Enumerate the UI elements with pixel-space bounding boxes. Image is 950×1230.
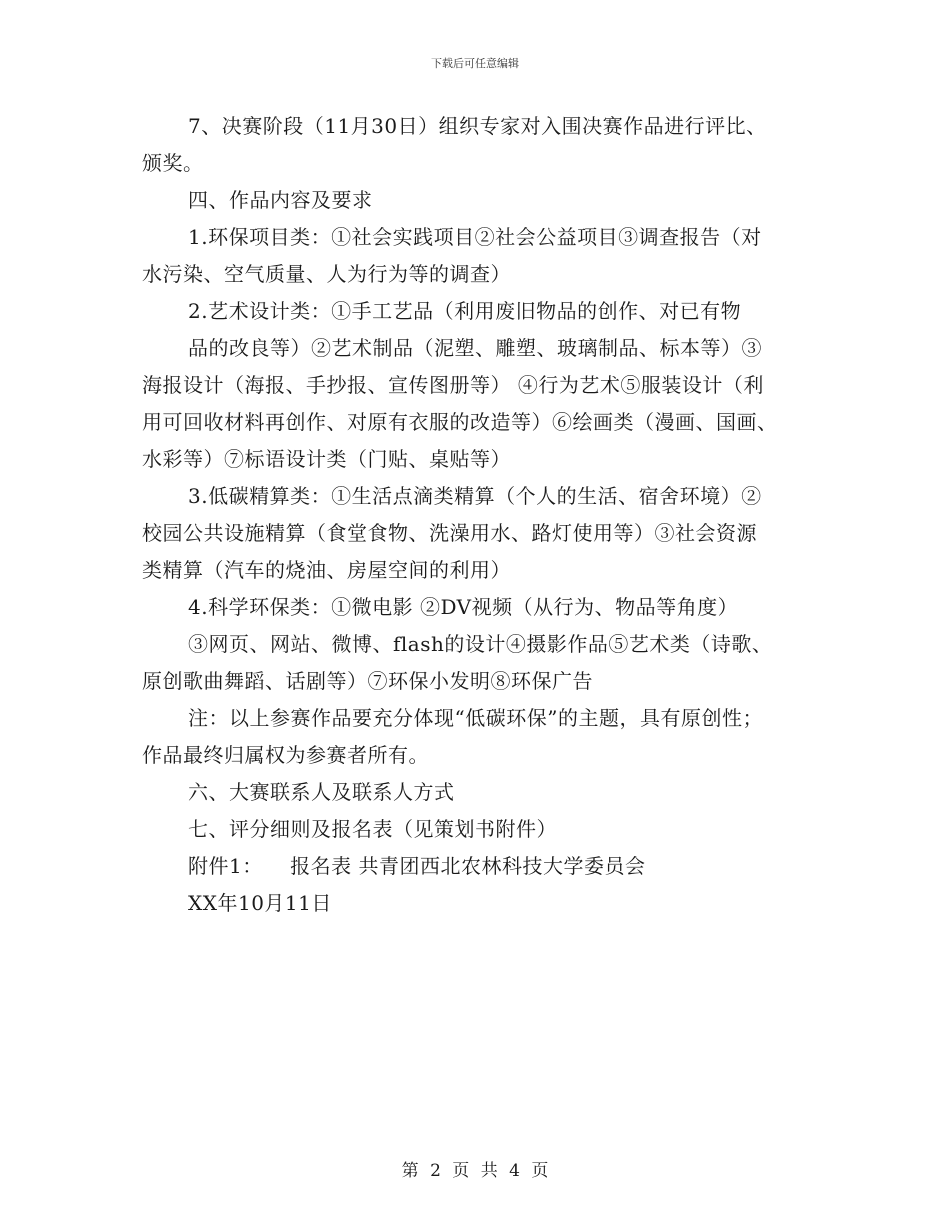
text-line: 类精算（汽车的烧油、房屋空间的利用）: [142, 558, 511, 582]
section-heading: 七、评分细则及报名表（见策划书附件）: [188, 817, 557, 841]
text-line: 原创歌曲舞蹈、话剧等）⑦环保小发明⑧环保广告: [142, 669, 593, 693]
header-note: 下载后可任意编辑: [431, 57, 519, 70]
text-line: 校园公共设施精算（食堂食物、洗澡用水、路灯使用等）③社会资源: [142, 521, 757, 545]
text-line: 2.艺术设计类：①手工艺品（利用废旧物品的创作、对已有物: [188, 299, 742, 323]
text-line: ③网页、网站、微博、flash的设计④摄影作品⑤艺术类（诗歌、: [188, 632, 773, 656]
note-line: 作品最终归属权为参赛者所有。: [142, 743, 429, 767]
text-line: 1.环保项目类：①社会实践项目②社会公益项目③调查报告（对: [188, 225, 762, 249]
text-line: 品的改良等）②艺术制品（泥塑、雕塑、玻璃制品、标本等）③: [188, 336, 762, 360]
text-line: 用可回收材料再创作、对原有衣服的改造等）⑥绘画类（漫画、国画、: [142, 410, 778, 434]
text-line: 颁奖。: [142, 151, 204, 175]
text-line: 海报设计（海报、手抄报、宣传图册等） ④行为艺术⑤服装设计（利: [142, 373, 764, 397]
date-line: XX年10月11日: [188, 891, 332, 915]
text-line: 3.低碳精算类：①生活点滴类精算（个人的生活、宿舍环境）②: [188, 484, 762, 508]
text-line: 水污染、空气质量、人为行为等的调查）: [142, 262, 511, 286]
page-number: 第 2 页 共 4 页: [401, 1161, 549, 1181]
attachment-line: 附件1： 报名表 共青团西北农林科技大学委员会: [188, 854, 646, 878]
note-line: 注：以上参赛作品要充分体现“低碳环保”的主题，具有原创性；: [188, 706, 763, 730]
text-line: 7、决赛阶段（11月30日）组织专家对入围决赛作品进行评比、: [188, 114, 767, 138]
section-heading: 四、作品内容及要求: [188, 188, 373, 212]
text-line: 4.科学环保类：①微电影 ②DV视频（从行为、物品等角度）: [188, 595, 739, 619]
section-heading: 六、大赛联系人及联系人方式: [188, 780, 455, 804]
text-line: 水彩等）⑦标语设计类（门贴、桌贴等）: [142, 447, 511, 471]
document-body: [142, 108, 812, 922]
